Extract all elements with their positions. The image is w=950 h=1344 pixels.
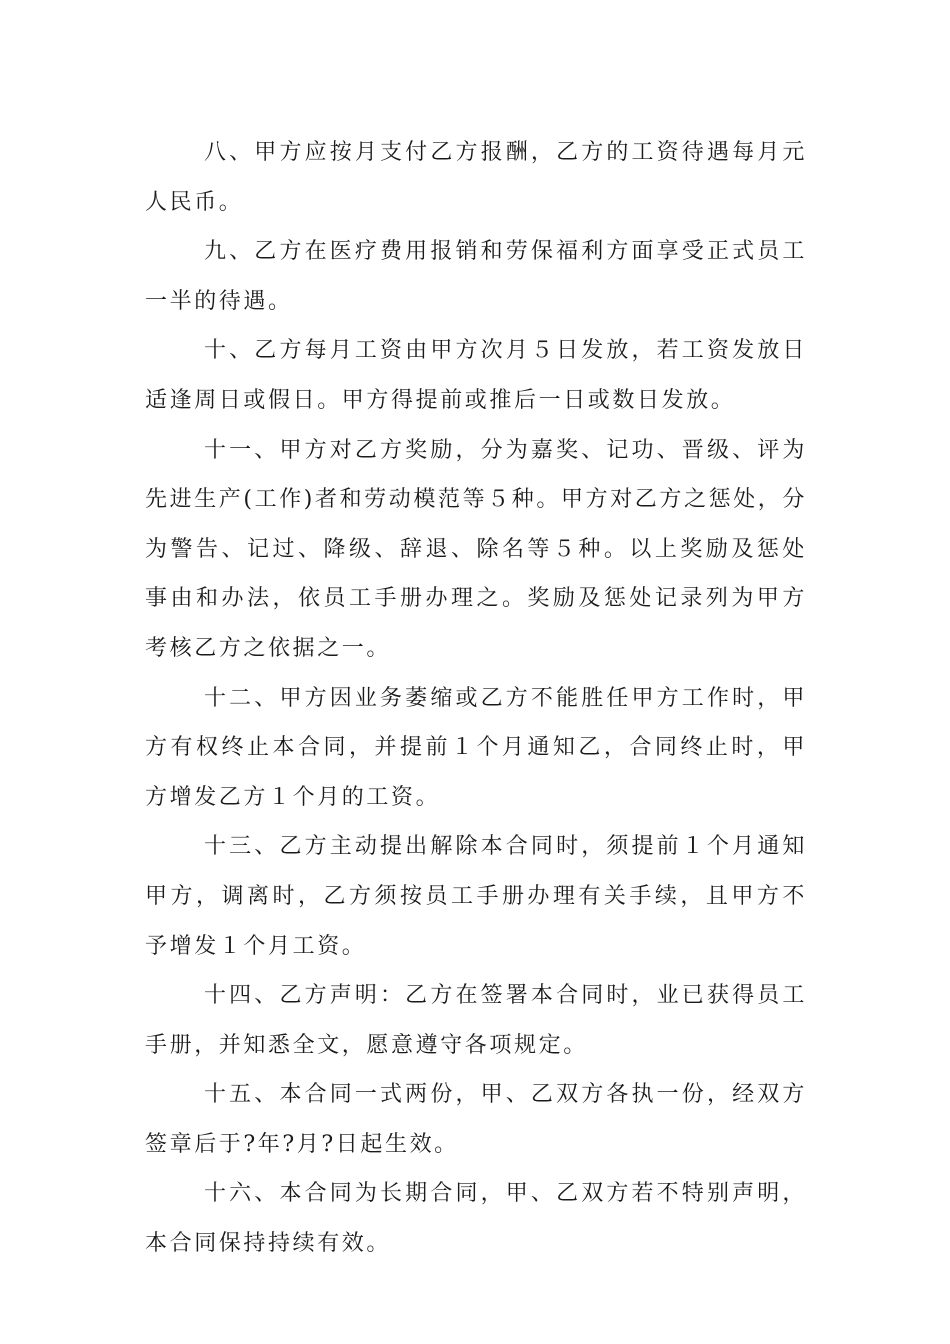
clause-13: 十三、乙方主动提出解除本合同时，须提前１个月通知甲方，调离时，乙方须按员工手册办理有关手续，且甲方不予增发１个月工资。 [145, 834, 807, 959]
clause-8: 八、甲方应按月支付乙方报酬，乙方的工资待遇每月元人民币。 [145, 140, 807, 215]
clause-11: 十一、甲方对乙方奖励，分为嘉奖、记功、晋级、评为先进生产(工作)者和劳动模范等５种。甲方对乙方之惩处，分为警告、记过、降级、辞退、除名等５种。以上奖励及惩处事由和办法，依员工手册办理之。奖励及惩处记录列为甲方考核乙方之依据之一。 [145, 437, 807, 661]
clause-12: 十二、甲方因业务萎缩或乙方不能胜任甲方工作时，甲方有权终止本合同，并提前１个月通知乙，合同终止时，甲方增发乙方１个月的工资。 [145, 685, 807, 810]
clause-10: 十、乙方每月工资由甲方次月５日发放，若工资发放日适逢周日或假日。甲方得提前或推后一日或数日发放。 [145, 338, 807, 413]
clause-9: 九、乙方在医疗费用报销和劳保福利方面享受正式员工一半的待遇。 [145, 239, 807, 314]
clause-16: 十六、本合同为长期合同，甲、乙双方若不特别声明，本合同保持持续有效。 [145, 1181, 807, 1257]
clause-14: 十四、乙方声明：乙方在签署本合同时，业已获得员工手册，并知悉全文，愿意遵守各项规定。 [145, 983, 807, 1058]
contract-body [145, 128, 807, 1269]
clause-15: 十五、本合同一式两份，甲、乙双方各执一份，经双方签章后于?年?月?日起生效。 [145, 1082, 807, 1157]
